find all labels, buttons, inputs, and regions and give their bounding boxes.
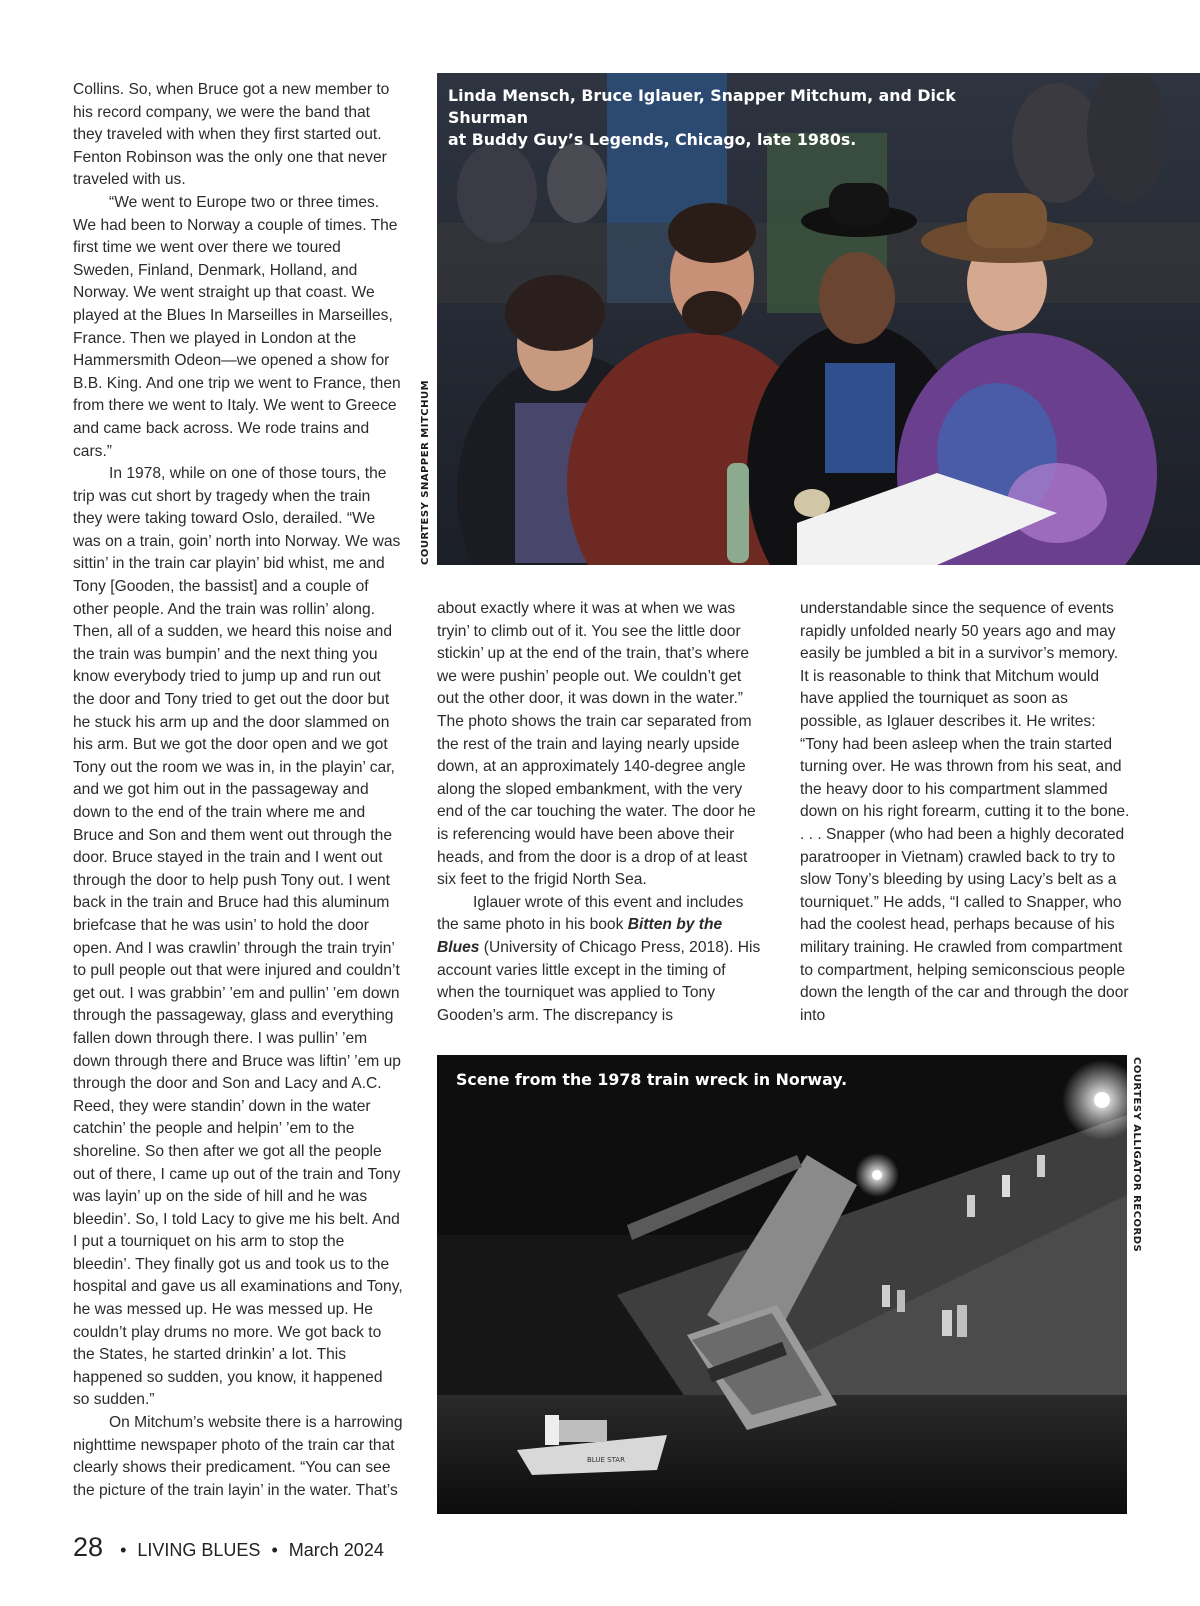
article-column-3 xyxy=(800,598,1130,1027)
page-number: 28 xyxy=(73,1532,104,1562)
text-run: Iglauer wrote of this event and includes the same photo in his book xyxy=(437,893,744,934)
book-title: Bitten by the Blues xyxy=(437,916,723,956)
photo-train-wreck-art xyxy=(437,1055,1127,1514)
paragraph: In 1978, while on one of those tours, the trip was cut short by tragedy when the train they were taking toward Oslo, derailed. “We was on a train, goin’ north into Norway. We was sittin’ in the train car playin’ bid whist, me and Tony [Gooden, the bassist] and a couple of other people. And the train was rollin’ along. Then, all of a sudden, we heard this noise and the train was bumpin’ and the next thing you know everybody tried to jump up and run out the door and Tony tried to get out the door but he stuck his arm up and the door slammed on his arm. But we got the door open and we got Tony out the room we was in, in the playin’ car, and we got him out in the passageway and down to the end of the train where me and Bruce and Son and them went out through the door. Bruce stayed in the train and I went out through the door to help push Tony out. I went back in the train and Bruce had this aluminum briefcase that he was usin’ to hold the door open. And I was crawlin’ through the train tryin’ to pull people out that were injured and couldn’t get out. I was grabbin’ ’em and pullin’ ’em down through the passageway, glass and everything fallen down through there. I was pullin’ ’em down through there and Bruce was liftin’ ’em up through the door and Son and Lacy and A.C. Reed, they were standin’ down in the water catchin’ the people and helpin’ ’em to the shoreline. So then after we got all the people out of there, I came up out of the train and Tony was layin’ up on the side of hill and he was bleedin’. So, I told Lacy to give me his belt. And I put a tourniquet on his arm to stop the bleedin’. They finally got us and took us to the hospital and gave us all examinations and Tony, he was messed up. He was messed up. He couldn’t play drums no more. We got back to the States, he started drinkin’ a lot. This happened so sudden, you know, it happened so sudden.” xyxy=(73,465,403,1409)
photo-group-portrait xyxy=(437,73,1200,565)
boat-lettering: BLUE STAR xyxy=(587,1456,625,1464)
article-column-2 xyxy=(437,598,767,1027)
separator: • xyxy=(271,1540,278,1560)
caption-line-1: Linda Mensch, Bruce Iglauer, Snapper Mitchum, and Dick Shurman xyxy=(448,86,956,127)
caption-line-2: at Buddy Guy’s Legends, Chicago, late 1980s. xyxy=(448,130,857,149)
paragraph: “We went to Europe two or three times. We had been to Norway a couple of times. The first time we went over there we toured Sweden, Finland, Denmark, Holland, and Norway. We went straight up that coast. We played at the Blues In Marseilles in Marseilles, France. Then we played in London at the Hammersmith Odeon—we opened a show for B.B. King. And one trip we went to France, then from there we went to Italy. We went to Greece and came back across. We rode trains and cars.” xyxy=(73,193,401,460)
issue-date: March 2024 xyxy=(288,1540,384,1560)
publication-name: LIVING BLUES xyxy=(137,1540,261,1560)
paragraph: Collins. So, when Bruce got a new member to his record company, we were the band that they traveled with when they first started out. Fenton Robinson was the only one that never traveled with us. xyxy=(73,81,390,189)
paragraph: On Mitchum’s website there is a harrowing nighttime newspaper photo of the train car that clearly shows their predicament. “You can see the picture of the train layin’ in the water. That’s xyxy=(73,1414,403,1499)
paragraph xyxy=(437,892,767,1028)
text-run: (University of Chicago Press, 2018). His account varies little except in the timing of when the tourniquet was applied to Tony Gooden’s arm. The discrepancy is xyxy=(437,938,761,1024)
article-column-1 xyxy=(73,79,403,1502)
photo-credit: COURTESY ALLIGATOR RECORDS xyxy=(1131,1057,1142,1253)
photo-credit: COURTESY SNAPPER MITCHUM xyxy=(420,379,431,565)
paragraph: about exactly where it was at when we was tryin’ to climb out of it. You see the little door stickin’ up at the end of the train, that’s where we were pushin’ people out. We couldn’t get out the other door, it was down in the water.” The photo shows the train car separated from the rest of the train and laying nearly upside down, at an approximately 140-degree angle along the sloped embankment, with the very end of the car touching the water. The door he is referencing would have been above their heads, and from the door is a drop of at least six feet to the frigid North Sea. xyxy=(437,600,756,889)
photo-caption: Scene from the 1978 train wreck in Norway. xyxy=(456,1070,848,1089)
paragraph: understandable since the sequence of events rapidly unfolded nearly 50 years ago and may easily be jumbled a bit in a survivor’s memory. It is reasonable to think that Mitchum would have applied the tourniquet as soon as possible, as Iglauer describes it. He writes: “Tony had been asleep when the train started turning over. He was thrown from his seat, and the heavy door to his compartment slammed down on his right forearm, cutting it to the bone. . . . Snapper (who had been a highly decorated paratrooper in Vietnam) crawled back to try to slow Tony’s bleeding by using Lacy’s belt as a tourniquet.” He adds, “I called to Snapper, who had the coolest head, perhaps because of his military training. He crawled from compartment to compartment, helping semiconscious people down the length of the car and through the door into xyxy=(800,600,1130,1024)
photo-caption xyxy=(448,85,1008,151)
photo-train-wreck xyxy=(437,1055,1127,1514)
page-footer xyxy=(73,1532,384,1563)
separator: • xyxy=(120,1540,127,1560)
